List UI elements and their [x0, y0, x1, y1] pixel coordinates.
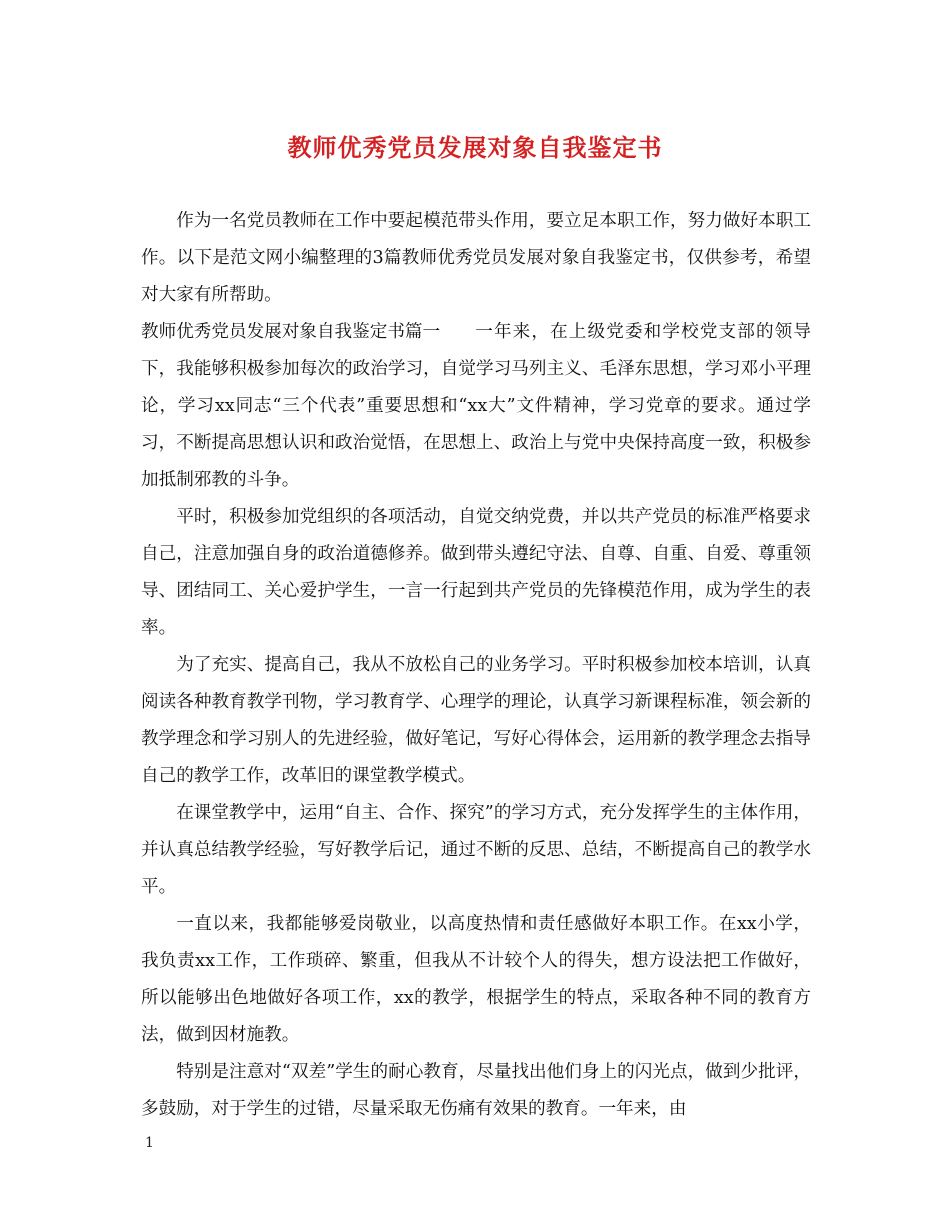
document-title: 教师优秀党员发展对象自我鉴定书 — [287, 133, 663, 162]
body-paragraph: 为了充实、提高自己，我从不放松自己的业务学习。平时积极参加校本培训，认真阅读各种教育教学刊物，学习教育学、心理学的理论，认真学习新课程标准，领会新的教学理念和学习别人的先进经验，做好笔记，写好心得体会，运用新的教学理念去指导自己的教学工作，改革旧的课堂教学模式。 — [141, 655, 811, 786]
body-paragraph: 特别是注意对“双差”学生的耐心教育，尽量找出他们身上的闪光点，做到少批评，多鼓励，对于学生的过错，尽量采取无伤痛有效果的教育。一年来，由 — [141, 1062, 811, 1119]
page-number: 1 — [145, 1135, 154, 1151]
body-paragraph: 平时，积极参加党组织的各项活动，自觉交纳党费，并以共产党员的标准严格要求自己，注意加强自身的政治道德修养。做到带头遵纪守法、自尊、自重、自爱、尊重领导、团结同工、关心爱护学生，一言一行起到共产党员的先锋模范作用，成为学生的表率。 — [141, 507, 811, 638]
document-body — [141, 203, 811, 1128]
body-paragraph: 在课堂教学中，运用“自主、合作、探究”的学习方式，充分发挥学生的主体作用，并认真总结教学经验，写好教学后记，通过不断的反思、总结，不断提高自己的教学水平。 — [141, 803, 811, 897]
body-paragraph: 一直以来，我都能够爱岗敬业，以高度热情和责任感做好本职工作。在xx小学，我负责xx工作，工作琐碎、繁重，但我从不计较个人的得失，想方设法把工作做好，所以能够出色地做好各项工作，xx的教学，根据学生的特点，采取各种不同的教育方法，做到因材施教。 — [141, 914, 811, 1045]
intro-paragraph: 作为一名党员教师在工作中要起模范带头作用，要立足本职工作，努力做好本职工作。以下是范文网小编整理的3篇教师优秀党员发展对象自我鉴定书，仅供参考，希望对大家有所帮助。 — [141, 211, 811, 305]
section-first-paragraph-text: 一年来，在上级党委和学校党支部的领导下，我能够积极参加每次的政治学习，自觉学习马列主义、毛泽东思想，学习邓小平理论，学习xx同志“三个代表”重要思想和“xx大”文件精神，学习党章的要求。通过学习，不断提高思想认识和政治觉悟，在思想上、政治上与党中央保持高度一致，积极参加抵制邪教的斗争。 — [141, 322, 811, 490]
section-first-paragraph — [141, 314, 811, 499]
section-heading: 教师优秀党员发展对象自我鉴定书篇一 — [141, 322, 441, 342]
